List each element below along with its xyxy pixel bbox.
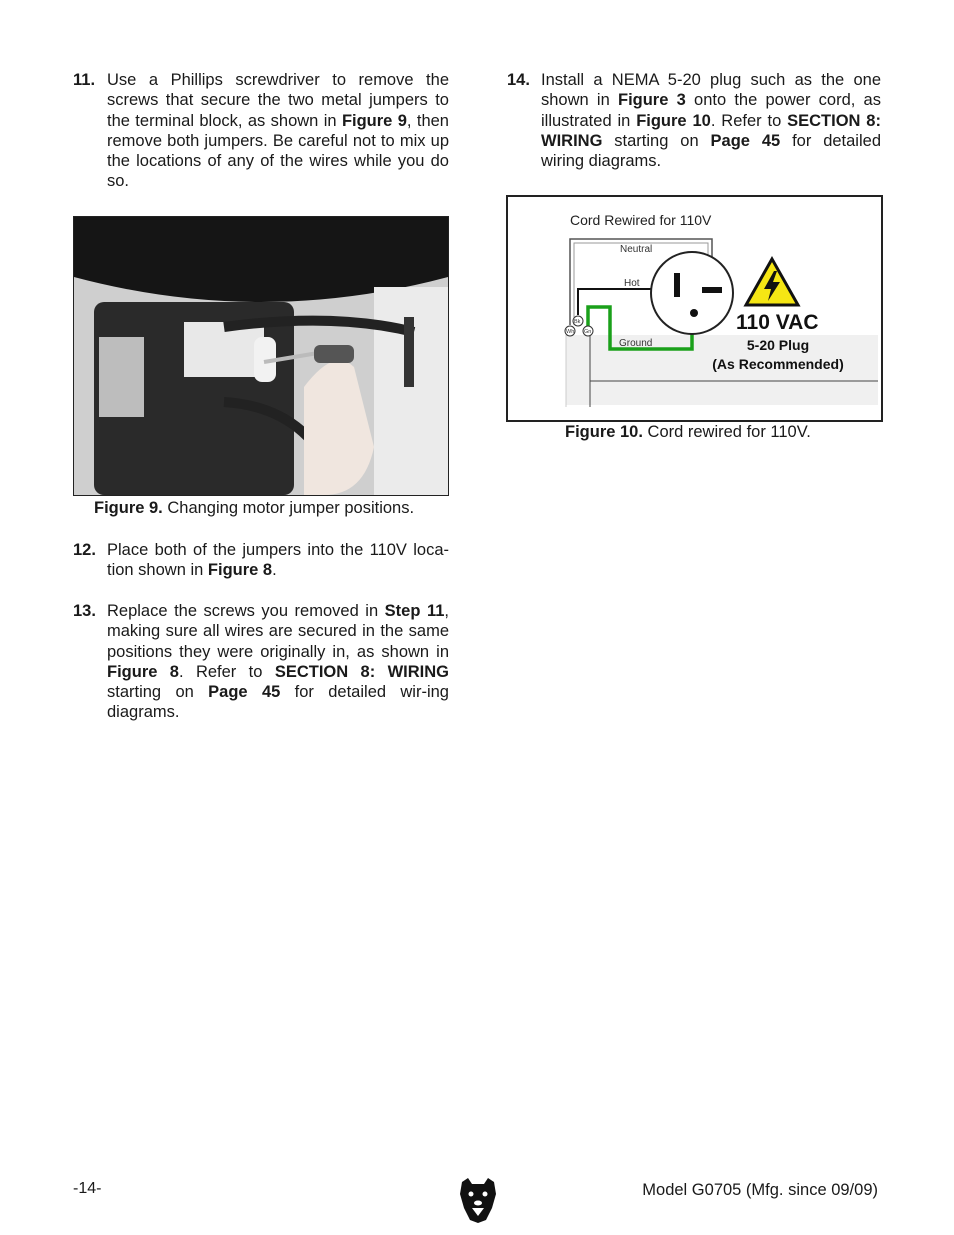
- diagram-title: Cord Rewired for 110V: [570, 212, 712, 228]
- model-info: Model G0705 (Mfg. since 09/09): [642, 1181, 878, 1199]
- figure-9-photo: [73, 216, 449, 496]
- plug-label-line2: (As Recommended): [712, 356, 844, 372]
- page-number: -14-: [73, 1180, 102, 1197]
- neutral-label: Neutral: [620, 244, 653, 255]
- hot-label: Hot: [624, 278, 640, 289]
- figure-10-wiring-diagram: [506, 195, 883, 422]
- step-number: 13.: [73, 602, 96, 620]
- step-text: Install a NEMA 5-20 plug such as the one shown in Figure 3 onto the power cord, as illustrated in Figure 10. Refer to SECTION 8: WIRING starting on Page 45 for detailed wiring diagrams.: [541, 71, 881, 171]
- step-number: 14.: [507, 71, 530, 89]
- wiring-diagram-svg: [508, 197, 881, 420]
- wire-gn-label: Gn: [584, 329, 592, 335]
- step-text: Replace the screws you removed in Step 11, making sure all wires are secured in the same positions they were originally in, as shown in Figure 8. Refer to SECTION 8: WIRING starting on Page 45 for detailed wir-ing diagrams.: [107, 602, 449, 722]
- step-number: 11.: [73, 71, 96, 89]
- plug-label-line1: 5-20 Plug: [746, 337, 810, 353]
- drill-press-motor-illustration: [74, 217, 448, 495]
- figure-9-caption: Figure 9. Changing motor jumper positions.: [94, 499, 415, 517]
- wire-bk-label: Bk: [574, 319, 581, 325]
- step-number: 12.: [73, 541, 96, 559]
- figure-10-caption: Figure 10. Cord rewired for 110V.: [565, 423, 811, 441]
- ground-label: Ground: [619, 338, 653, 349]
- step-text: Place both of the jumpers into the 110V loca-tion shown in Figure 8.: [107, 541, 449, 580]
- wire-wh-label: Wh: [566, 329, 575, 335]
- bear-logo-icon: [458, 1176, 498, 1224]
- voltage-label: 110 VAC: [736, 311, 819, 334]
- step-text: Use a Phillips screwdriver to remove the screws that secure the two metal jumpers to the terminal block, as shown in Figure 9, then remove both jumpers. Be careful not to mix up the locations of any of the wires while you do so.: [107, 71, 449, 191]
